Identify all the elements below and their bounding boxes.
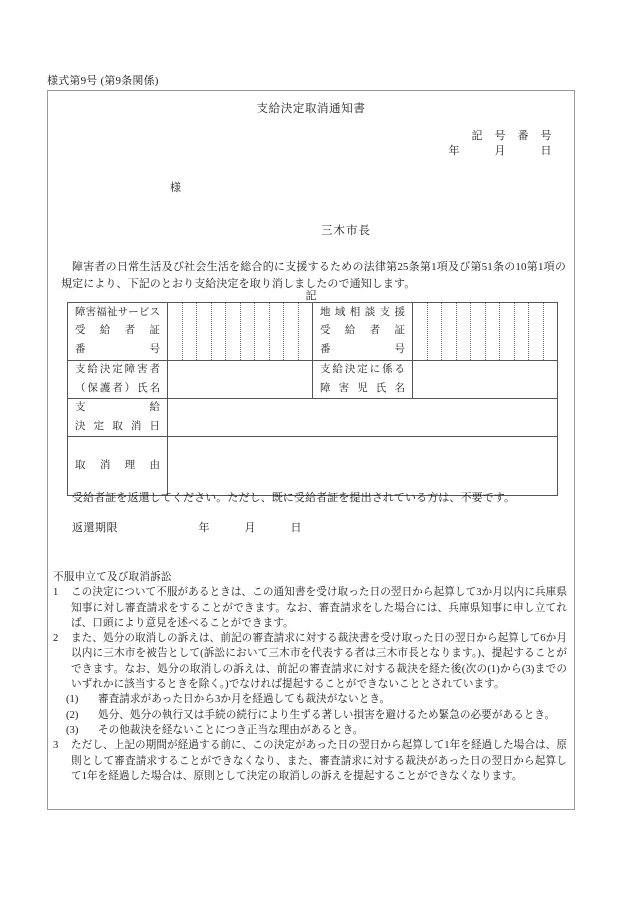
label-line: 支 給 [75,402,160,413]
reference-number-label: 記 号 番 号 [471,130,552,142]
appeal-sub-item-text: その他裁決を経ないことにつき正当な理由があるとき。 [98,724,364,736]
digit-cell[interactable] [270,303,285,360]
label-regional-support-cert-number [313,303,413,361]
label-line: 番 号 [75,343,160,355]
notice-frame-inner [48,91,574,809]
input-cancellation-reason[interactable] [168,437,558,496]
digit-cells [168,303,312,360]
input-recipient-name[interactable] [168,361,313,399]
digit-cell[interactable] [212,303,227,360]
digit-cell[interactable] [241,303,256,360]
input-child-name[interactable] [413,361,558,399]
reference-block [449,129,553,159]
digit-cell[interactable] [500,303,515,360]
input-welfare-service-cert-number[interactable] [168,303,313,361]
return-deadline-label: 返還期限 年 月 日 [72,522,302,534]
digit-cell[interactable] [226,303,241,360]
digit-cell[interactable] [457,303,472,360]
appeal-sub-item-number: (1) [66,694,79,706]
digit-cell[interactable] [168,303,183,360]
entry-table [67,302,558,496]
return-notice-text: 受給者証を返還してください。ただし、既に受給者証を提出されている方は、不要です。 [72,492,516,504]
digit-cell[interactable] [413,303,428,360]
label-line: 地 域 相 談 支 援 [320,306,405,318]
digit-cell[interactable] [486,303,501,360]
appeal-item [53,738,567,784]
notice-frame [47,90,575,810]
digit-cell[interactable] [284,303,299,360]
label-line: 支給決定障害者 [75,364,160,375]
table-row [68,399,558,437]
label-line: 取 消 理 由 [75,459,160,471]
digit-cells [413,303,557,360]
appeal-item-text: この決定について不服があるときは、この通知書を受け取った日の翌日から起算して3か月以内に兵庫県知事に対し審査請求をすることができます。なお、審査請求をした場合には、兵庫県知事に申し立てれば、口頭により意見を述べることができます。 [71,587,567,629]
label-line: 障 害 児 氏 名 [320,382,405,394]
appeal-sub-item [53,723,567,738]
label-line: （保護者）氏名 [75,382,160,394]
ki-mark: 記 [305,290,317,302]
label-child-name [313,361,413,399]
digit-cell[interactable] [442,303,457,360]
page-title: 支給決定取消通知書 [256,103,366,115]
label-welfare-service-cert-number [68,303,168,361]
label-cancellation-reason [68,437,168,496]
appeal-sub-item-text: 処分、処分の執行又は手続の続行により生ずる著しい損害を避けるため緊急の必要があるとき。 [98,709,556,721]
digit-cell[interactable] [255,303,270,360]
appeal-item [53,631,567,692]
issuer-name: 三木市長 [321,225,371,237]
appeal-sub-item-number: (2) [66,709,79,721]
label-line: 障害福祉サービス [75,306,160,318]
label-line: 受 給 者 証 [75,325,160,337]
appeal-item-number: 3 [53,740,59,752]
appeal-sub-item [53,708,567,723]
digit-cell[interactable] [544,303,558,360]
input-cancellation-date[interactable] [168,399,558,437]
digit-cell[interactable] [183,303,198,360]
form-number-label: 様式第9号 (第9条関係) [47,75,159,87]
label-line: 番 号 [320,343,405,355]
digit-cell[interactable] [515,303,530,360]
appeal-sub-item-text: 審査請求があった日から3か月を経過しても裁決がないとき。 [98,694,391,706]
appeal-section [49,570,573,784]
label-cancellation-date [68,399,168,437]
table-row [68,303,558,361]
digit-cell[interactable] [471,303,486,360]
label-recipient-name [68,361,168,399]
appeal-item [53,585,567,631]
appeal-item-number: 1 [53,587,59,599]
appeal-item-number: 2 [53,633,59,645]
addressee-field: 様 [170,182,182,194]
label-line: 支給決定に係る [320,364,405,375]
appeal-sub-item [53,692,567,707]
appeal-sub-item-number: (3) [66,724,79,736]
appeal-item-text: また、処分の取消しの訴えは、前記の審査請求に対する裁決書を受け取った日の翌日から起算して6か月以内に三木市を被告として(訴訟において三木市を代表する者は三木市長となります。)、提起することができます。なお、処分の取消しの訴えは、前記の審査請求に対する裁決を経た後(次の(1)から(3)までのいずれかに該当するときを除く。)でなければ提起することができないこととされています。 [71,633,567,691]
body-paragraph: 障害者の日常生活及び社会生活を総合的に支援するための法律第25条第1項及び第51条の10第1項の規定により、下記のとおり支給決定を取り消しましたので通知します。 [61,261,566,290]
table-row [68,437,558,496]
digit-cell[interactable] [299,303,313,360]
table-row [68,361,558,399]
digit-cell[interactable] [529,303,544,360]
digit-cell[interactable] [428,303,443,360]
issue-date-label: 年 月 日 [448,145,552,157]
appeal-heading: 不服申立て及び取消訴訟 [53,572,172,583]
label-line: 受 給 者 証 [320,325,405,337]
input-regional-support-cert-number[interactable] [413,303,558,361]
digit-cell[interactable] [197,303,212,360]
appeal-item-text: ただし、上記の期間が経過する前に、この決定があった日の翌日から起算して1年を経過した場合は、原則として審査請求することができなくなり、また、審査請求に対する裁決があった日の翌日から起算して1年を経過した場合は、原則として決定の取消しの訴えを提起することができなくなります。 [71,740,567,782]
label-line: 決 定 取 消 日 [75,420,160,432]
